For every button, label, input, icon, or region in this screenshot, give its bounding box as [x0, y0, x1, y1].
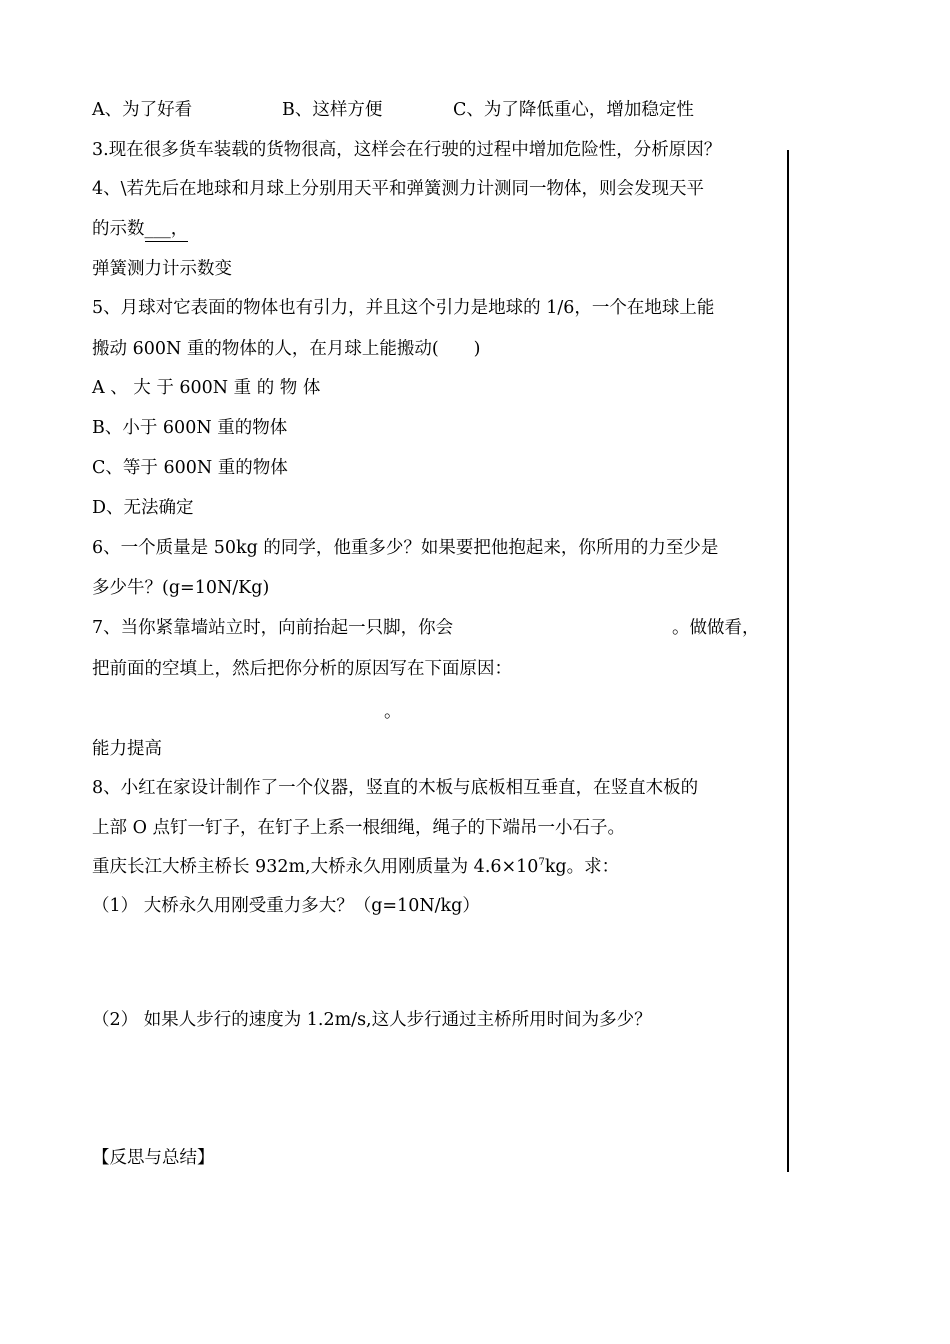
reflection-heading: 【反思与总结】: [92, 1148, 215, 1168]
bridge-intro-b: kg。求：: [544, 857, 620, 877]
q5-line1: 5、月球对它表面的物体也有引力，并且这个引力是地球的 1/6，一个在地球上能: [92, 298, 715, 318]
q5-option-c: C、等于 600N 重的物体: [92, 458, 288, 478]
bridge-subquestion-2: （2） 如果人步行的速度为 1.2m/s,这人步行通过主桥所用时间为多少？: [92, 1010, 652, 1030]
q2-option-c: C、为了降低重心，增加稳定性: [453, 100, 694, 120]
q7-line2: 把前面的空填上，然后把你分析的原因写在下面原因：: [92, 659, 512, 679]
q8-line1: 8、小红在家设计制作了一个仪器，竖直的木板与底板相互垂直，在竖直木板的: [92, 778, 699, 798]
q7-line1-b: 。做做看，: [672, 618, 760, 638]
margin-vertical-rule: [787, 150, 789, 1172]
q4-line1: 4、\若先后在地球和月球上分别用天平和弹簧测力计测同一物体，则会发现天平: [92, 179, 705, 199]
q5-option-b: B、小于 600N 重的物体: [92, 418, 288, 438]
q2-option-a: A、为了好看: [92, 100, 193, 120]
q4-line2-prefix: 的示数: [92, 219, 145, 239]
q5-line2: 搬动 600N 重的物体的人，在月球上能搬动( ): [92, 339, 481, 359]
q6-line2: 多少牛？(g=10N/Kg): [92, 578, 270, 598]
q2-option-b: B、这样方便: [282, 100, 383, 120]
q7-line1: [92, 616, 760, 640]
q8-line2: 上部 O 点钉一钉子，在钉子上系一根细绳，绳子的下端吊一小石子。: [92, 818, 625, 838]
bridge-subquestion-1: （1） 大桥永久用刚受重力多大？（g=10N/kg）: [92, 896, 480, 916]
bridge-intro: [92, 855, 619, 879]
section-ability-heading: 能力提高: [92, 739, 162, 759]
q7-line3: 。: [384, 702, 402, 722]
q3-text: 3.现在很多货车装载的货物很高，这样会在行驶的过程中增加危险性，分析原因？: [92, 140, 722, 160]
q4-answer-blank: ___，: [145, 217, 189, 242]
q5-option-d: D、无法确定: [92, 498, 194, 518]
q5-option-a: A 、 大 于 600N 重 的 物 体: [92, 378, 321, 398]
q6-line1: 6、一个质量是 50kg 的同学，他重多少？如果要把他抱起来，你所用的力至少是: [92, 538, 719, 558]
q4-line2: [92, 217, 188, 242]
q4-line3: 弹簧测力计示数变: [92, 259, 232, 279]
q7-line1-a: 7、当你紧靠墙站立时，向前抬起一只脚，你会: [92, 618, 454, 638]
bridge-intro-a: 重庆长江大桥主桥长 932m,大桥永久用刚质量为 4.6×10: [92, 857, 539, 877]
bridge-intro-exponent: 7: [538, 857, 545, 868]
